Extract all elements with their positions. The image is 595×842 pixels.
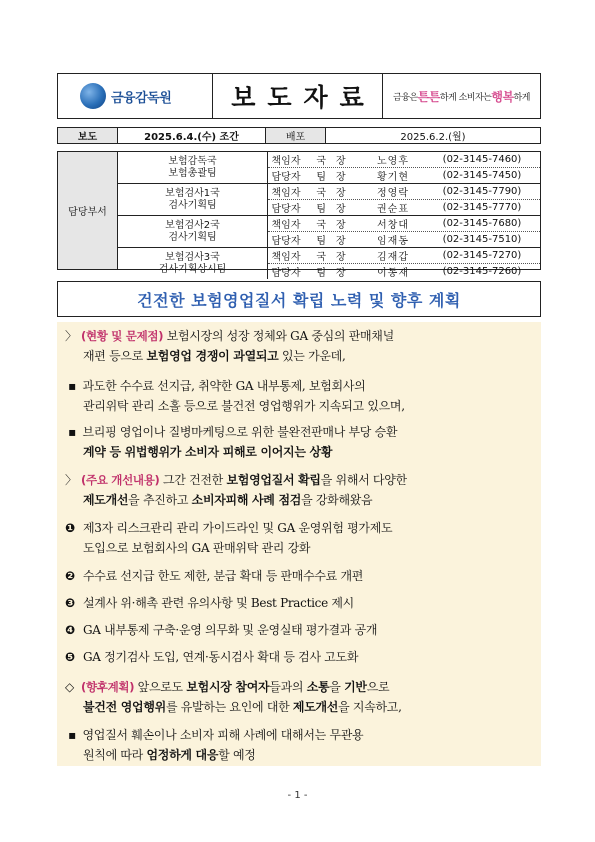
contact-phone: (02-3145-7270) <box>442 250 522 261</box>
contact-group <box>118 216 540 248</box>
page-number: - 1 - <box>287 790 308 801</box>
contact-phone: (02-3145-7510) <box>442 234 522 245</box>
contact-phone: (02-3145-7460) <box>442 154 522 165</box>
release-label: 보도 <box>58 128 118 143</box>
department-name <box>118 152 268 183</box>
contact-title: 국장 <box>316 188 356 199</box>
contact-phone: (02-3145-7260) <box>442 266 522 277</box>
distribution-value: 2025.6.2.(월) <box>400 132 466 143</box>
contact-title: 팀장 <box>316 268 356 279</box>
department-line: 검사기획팀 <box>168 199 217 211</box>
contact-group <box>118 248 540 279</box>
headline: 건전한 보험영업질서 확립 노력 및 향후 계획 <box>57 281 541 317</box>
document-title: 보도자료 <box>213 74 383 118</box>
contacts-label: 담당부서 <box>58 152 118 269</box>
contact-role: 책임자 <box>271 188 301 199</box>
contact-name: 이동재 <box>377 268 409 279</box>
release-value: 2025.6.4.(수) 조간 <box>118 128 266 143</box>
contact-name: 서창대 <box>377 220 409 231</box>
department-name <box>118 184 268 215</box>
department-line: 검사기획상시팀 <box>158 263 227 275</box>
fss-logo <box>58 74 213 118</box>
section-improvements: 〉 (주요 개선내용) 그간 건전한 보험영업질서 확립을 위해서 다양한 제도개선을 추진하고 소비자피해 사례 점검을 강화해왔음 <box>65 473 407 507</box>
contact-role: 책임자 <box>271 252 301 263</box>
contact-title: 팀장 <box>316 204 356 215</box>
contact-phone: (02-3145-7790) <box>442 186 522 197</box>
bullet-item: ▪ 브리핑 영업이나 질병마케팅으로 위한 불완전판매나 부당 승환 계약 등 위법행위가 소비자 피해로 이어지는 상황 <box>68 425 398 459</box>
contact-name: 황기현 <box>377 172 409 183</box>
contacts-table <box>57 151 541 279</box>
contact-name: 권순표 <box>377 204 409 215</box>
logo-text: 금융감독원 <box>111 90 172 106</box>
contact-group <box>118 184 540 216</box>
department-name <box>118 216 268 247</box>
section-status: 〉 (현황 및 문제점) 보험시장의 성장 정체와 GA 중심의 판매채널 재편 등으로 보험영업 경쟁이 과열되고 있는 가운데, <box>65 329 394 363</box>
numbered-item-5: ❺ GA 정기검사 도입, 연계·동시검사 확대 등 검사 고도화 <box>65 650 359 664</box>
department-line: 보험검사2국 <box>165 219 220 231</box>
date-row <box>57 127 541 144</box>
contact-phone: (02-3145-7680) <box>442 218 522 229</box>
contact-role: 책임자 <box>271 220 301 231</box>
bullet-item: ▪ 과도한 수수료 선지급, 취약한 GA 내부통제, 보험회사의 관리위탁 관리 소홀 등으로 불건전 영업행위가 지속되고 있으며, <box>68 379 405 413</box>
press-header <box>57 73 541 119</box>
contact-row <box>268 216 540 232</box>
department-line: 보험감독국 <box>168 155 217 167</box>
contact-row <box>268 248 540 264</box>
contact-role: 책임자 <box>271 156 301 167</box>
numbered-item-3: ❸ 설계사 위·해촉 관련 유의사항 및 Best Practice 제시 <box>65 596 354 610</box>
department-name <box>118 248 268 279</box>
contact-row <box>268 168 540 183</box>
section-future-plan: ◇ (향후계획) 앞으로도 보험시장 참여자들과의 소통을 기반으로 불건전 영업행위를 유발하는 요인에 대한 제도개선을 지속하고, <box>65 680 402 714</box>
contact-role: 담당자 <box>271 236 301 247</box>
department-line: 보험검사1국 <box>165 187 220 199</box>
contact-name: 노영후 <box>377 156 409 167</box>
slogan: 금융은 튼튼 하게 소비자는 행복 하게 <box>393 89 530 104</box>
distribution-label: 배포 <box>266 128 326 143</box>
contact-row <box>268 184 540 200</box>
numbered-item-2: ❷ 수수료 선지급 한도 제한, 분급 확대 등 판매수수료 개편 <box>65 569 364 583</box>
contact-title: 팀장 <box>316 236 356 247</box>
contact-name: 정영락 <box>377 188 409 199</box>
content-area <box>57 322 541 766</box>
fss-globe-icon <box>80 83 106 109</box>
contact-title: 국장 <box>316 156 356 167</box>
numbered-item-1: ❶ 제3자 리스크관리 관리 가이드라인 및 GA 운영위험 평가제도 도입으로 보험회사의 GA 판매위탁 관리 강화 <box>65 521 393 555</box>
contact-role: 담당자 <box>271 172 301 183</box>
contact-title: 국장 <box>316 252 356 263</box>
contact-name: 임재동 <box>377 236 409 247</box>
contact-row <box>268 152 540 168</box>
contact-phone: (02-3145-7450) <box>442 170 522 181</box>
department-line: 보험총괄팀 <box>168 167 217 179</box>
contact-phone: (02-3145-7770) <box>442 202 522 213</box>
numbered-item-4: ❹ GA 내부통제 구축·운영 의무화 및 운영실태 평가결과 공개 <box>65 623 378 637</box>
bullet-item: ▪ 영업질서 훼손이나 소비자 피해 사례에 대해서는 무관용 원칙에 따라 엄정하게 대응할 예정 <box>68 728 364 762</box>
department-line: 보험검사3국 <box>165 251 220 263</box>
contact-row <box>268 264 540 279</box>
contact-row <box>268 200 540 215</box>
contact-row <box>268 232 540 247</box>
department-line: 검사기획팀 <box>168 231 217 243</box>
contacts-body <box>118 152 540 279</box>
contact-group <box>118 152 540 184</box>
contact-role: 담당자 <box>271 204 301 215</box>
contact-title: 팀장 <box>316 172 356 183</box>
contact-role: 담당자 <box>271 268 301 279</box>
contact-name: 김재갑 <box>377 252 409 263</box>
contact-title: 국장 <box>316 220 356 231</box>
